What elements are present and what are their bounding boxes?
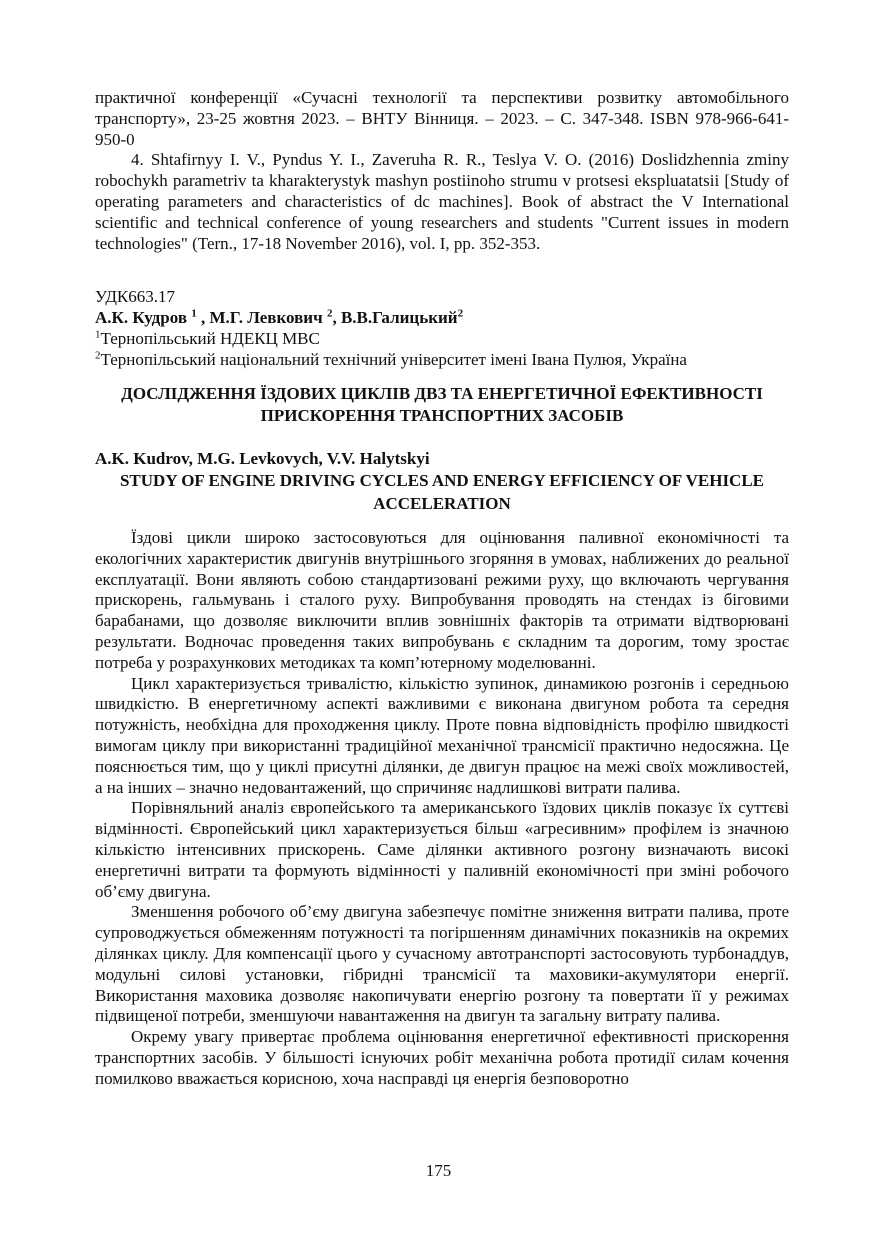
body-paragraph-1: Їздові цикли широко застосовуються для оцінювання паливної економічності та екологічних характеристик двигунів внутрішнього згоряння в умовах, наближених до реальної експлуатації. Вони являють собою стандартизовані режими руху, що включають чергування прискорень, гальмувань і сталого руху. Випробування проводять на стендах із біговими барабанами, що дозволяє виключити вплив зовнішніх факторів та отримати відтворювані результати. Водночас проведення таких випробувань є складним та дорогим, тому зростає потреба у розрахункових методиках та комп’ютерному моделюванні. (95, 528, 789, 672)
body-paragraph-4: Зменшення робочого об’єму двигуна забезпечує помітне зниження витрати палива, проте супроводжується обмеженням потужності та погіршенням динамічних показників на окремих ділянках циклу. Для компенсації цього у сучасному автотранспорті застосовують турбонаддув, модульні силові установки, гібридні трансмісії та маховики-акумулятори енергії. Використання маховика дозволяє накопичувати енергію розгону та повертати її у режимах підвищеної потреби, зменшуючи навантаження на двигун та загальну витрату палива. (95, 902, 789, 1026)
article-body (95, 528, 789, 1090)
article-title-english: STUDY OF ENGINE DRIVING CYCLES AND ENERGY EFFICIENCY OF VEHICLE ACCELERATION (119, 471, 765, 513)
article-header (95, 287, 789, 370)
author-ua-1-affiliation-mark: 1 (191, 307, 197, 320)
affiliation-1 (95, 329, 789, 350)
author-ua-3: , В.В.Галицький (332, 308, 458, 328)
reference-continuation: практичної конференції «Сучасні технології та перспективи розвитку автомобільного транспорту», 23-25 жовтня 2023. – ВНТУ Вінниця. – 2023. – С. 347-348. ISBN 978-966-641- 950-0 (95, 88, 789, 149)
affiliation-1-mark: 1 (95, 328, 101, 341)
page-content (95, 88, 789, 1090)
page-number: 175 (425, 1161, 452, 1180)
udc-code: УДК663.17 (95, 287, 176, 307)
author-ua-2: , М.Г. Левкович (196, 308, 327, 328)
affiliation-1-text: Тернопільський НДЕКЦ МВС (100, 328, 320, 348)
authors-english: A.K. Kudrov, M.G. Levkovych, V.V. Halytskyi (95, 448, 430, 468)
author-ua-3-affiliation-mark: 2 (457, 307, 464, 320)
body-paragraph-3: Порівняльний аналіз європейського та американського їздових циклів показує їх суттєві відмінності. Європейський цикл характеризується більш «агресивним» профілем із значною кількістю інтенсивних прискорень. Саме ділянки активного розгону визначають високі енергетичні витрати та формують відмінності у паливній економічності при зміні робочого об’єму двигуна. (95, 798, 789, 901)
body-paragraph-2: Цикл характеризується тривалістю, кількістю зупинок, динамикою розгонів і середньою швидкістю. В енергетичному аспекті важливими є виконана двигуном робота та середня потужність, необхідна для проходження циклу. Проте повна відповідність профілю швидкості вимогам циклу при використанні традиційної механічної трансмісії практично недосяжна. Це пояснюється тим, що у циклі присутні ділянки, де двигун працює на межі своїх можливостей, а на інших – значно недовантажений, що спричиняє надлишкові витрати палива. (95, 673, 789, 797)
reference-item-4: 4. Shtafirnyy I. V., Pyndus Y. I., Zaveruha R. R., Teslya V. O. (2016) Doslidzhennia zminy robochykh parametriv ta kharakterystyk mashyn postiinoho strumu v protsesi ekspluatatsii [Study of operating parameters and characteristics of dc machines]. Book of abstract the V International scientific and technical conference of young researchers and students "Current issues in modern technologies" (Tern., 17-18 November 2016), vol. I, pp. 352-353. (95, 150, 789, 253)
author-ua-2-affiliation-mark: 2 (326, 307, 333, 320)
affiliation-2 (95, 350, 789, 371)
body-paragraph-5: Окрему увагу привертає проблема оцінювання енергетичної ефективності прискорення транспортних засобів. У більшості існуючих робіт механічна робота протидії силам кочення помилково вважається корисною, хоча насправді ця енергія безповоротно (95, 1027, 789, 1088)
authors-ukrainian (95, 308, 789, 329)
article-title-ukrainian: ДОСЛІДЖЕННЯ ЇЗДОВИХ ЦИКЛІВ ДВЗ ТА ЕНЕРГЕТИЧНОЇ ЕФЕКТИВНОСТІ ПРИСКОРЕННЯ ТРАНСПОРТНИХ ЗАСОБІВ (121, 383, 763, 426)
english-heading-block (95, 448, 789, 516)
author-ua-1: А.К. Кудров (95, 308, 192, 328)
affiliation-2-mark: 2 (95, 349, 101, 362)
affiliation-2-text: Тернопільський національний технічний університет імені Івана Пулюя, Україна (100, 349, 687, 369)
